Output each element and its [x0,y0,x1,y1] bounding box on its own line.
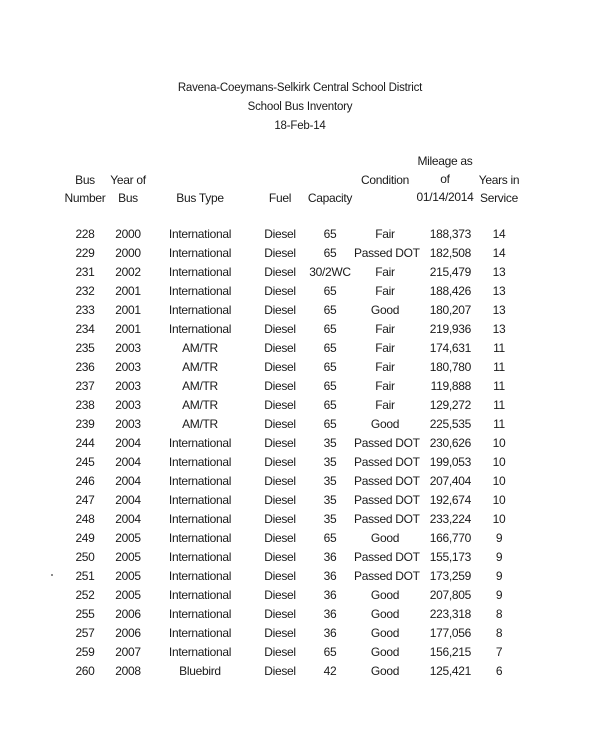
cell-capacity: 36 [323,569,337,583]
cell-condition: Fair [375,341,395,355]
table-row [0,453,600,472]
header-bus-type-label: Bus Type [176,191,224,205]
cell-mileage: 219,936 [429,322,471,336]
cell-bus-type: International [168,607,232,621]
table-row [0,396,600,415]
cell-fuel: Diesel [264,379,296,393]
cell-capacity: 35 [323,512,337,526]
header-capacity-label: Capacity [307,191,353,205]
cell-fuel: Diesel [264,284,296,298]
table-row [0,605,600,624]
cell-bus-number: 231 [75,265,95,279]
cell-condition: Fair [375,360,395,374]
cell-capacity: 65 [323,341,337,355]
cell-mileage: 177,056 [429,626,471,640]
cell-capacity: 35 [323,455,337,469]
cell-capacity: 65 [323,379,337,393]
cell-year: 2004 [115,474,141,488]
cell-bus-type: International [168,455,232,469]
cell-years-in-service: 10 [492,493,506,507]
table-row [0,263,600,282]
header-years-in-service [476,171,522,207]
cell-mileage: 174,631 [429,341,471,355]
cell-bus-type: International [168,626,232,640]
cell-bus-type: International [168,246,232,260]
header-fuel [262,189,298,207]
cell-bus-type: AM/TR [182,398,218,412]
cell-condition: Passed DOT [354,436,420,450]
cell-fuel: Diesel [264,626,296,640]
cell-condition: Good [370,645,400,659]
cell-years-in-service: 11 [493,341,505,355]
cell-bus-number: 247 [75,493,95,507]
header-condition [356,171,414,189]
cell-bus-type: International [168,303,232,317]
cell-fuel: Diesel [264,607,296,621]
header-mileage [415,152,475,206]
cell-bus-number: 252 [75,588,95,602]
cell-bus-number: 248 [75,512,95,526]
cell-bus-type: International [168,322,232,336]
cell-capacity: 36 [323,550,337,564]
cell-bus-type: International [168,436,232,450]
table-row [0,662,600,681]
cell-condition: Passed DOT [354,569,420,583]
cell-bus-type: International [168,550,232,564]
table-row [0,244,600,263]
cell-year: 2001 [115,322,141,336]
stray-mark [51,574,53,576]
cell-year: 2005 [115,531,141,545]
cell-fuel: Diesel [264,569,296,583]
cell-condition: Good [370,588,400,602]
cell-bus-type: AM/TR [182,379,218,393]
header-bus-number [62,171,108,207]
cell-mileage: 223,318 [429,607,471,621]
cell-mileage: 215,479 [429,265,471,279]
cell-years-in-service: 8 [495,607,503,621]
cell-years-in-service: 11 [493,360,505,374]
header-condition-label: Condition [360,173,409,187]
cell-bus-type: International [168,512,232,526]
cell-condition: Fair [375,284,395,298]
cell-year: 2001 [115,303,141,317]
cell-mileage: 119,888 [430,379,471,393]
header-mileage-line1: Mileage as [417,154,473,168]
table-row [0,643,600,662]
cell-fuel: Diesel [264,265,296,279]
cell-years-in-service: 10 [492,436,506,450]
cell-bus-type: International [168,531,232,545]
header-bus-number-line2: Number [64,191,106,205]
cell-condition: Good [370,664,400,678]
cell-bus-number: 249 [75,531,95,545]
cell-fuel: Diesel [264,474,296,488]
cell-mileage: 188,373 [429,227,471,241]
cell-bus-type: Bluebird [179,664,221,678]
table-row [0,548,600,567]
cell-condition: Passed DOT [354,512,420,526]
cell-mileage: 182,508 [429,246,471,260]
cell-mileage: 233,224 [429,512,471,526]
cell-mileage: 180,780 [429,360,471,374]
cell-condition: Passed DOT [354,474,420,488]
cell-bus-number: 238 [75,398,95,412]
cell-fuel: Diesel [264,531,296,545]
cell-mileage: 129,272 [429,398,471,412]
cell-fuel: Diesel [264,493,296,507]
cell-bus-number: 255 [75,607,95,621]
cell-year: 2002 [115,265,141,279]
table-row [0,320,600,339]
table-row [0,377,600,396]
cell-year: 2003 [115,379,141,393]
table-row [0,434,600,453]
cell-year: 2003 [115,360,141,374]
cell-years-in-service: 13 [492,265,506,279]
cell-bus-type: AM/TR [182,417,218,431]
cell-mileage: 166,770 [429,531,471,545]
header-years-line2: Service [480,191,518,205]
cell-bus-number: 244 [75,436,95,450]
cell-year: 2001 [115,284,141,298]
cell-bus-number: 239 [75,417,95,431]
cell-fuel: Diesel [264,322,296,336]
cell-years-in-service: 10 [492,512,506,526]
cell-bus-number: 233 [75,303,95,317]
cell-condition: Passed DOT [354,493,420,507]
cell-capacity: 65 [323,360,337,374]
cell-capacity: 65 [323,303,337,317]
cell-year: 2004 [115,436,141,450]
cell-condition: Fair [375,379,395,393]
cell-year: 2004 [115,455,141,469]
cell-years-in-service: 14 [492,246,506,260]
cell-years-in-service: 9 [495,569,503,583]
cell-condition: Good [370,531,400,545]
cell-mileage: 225,535 [429,417,471,431]
cell-capacity: 35 [323,436,337,450]
cell-bus-type: AM/TR [182,360,218,374]
header-mileage-line2: of [440,172,450,186]
cell-bus-type: International [168,284,232,298]
cell-capacity: 65 [323,246,337,260]
table-row [0,510,600,529]
table-row [0,358,600,377]
table-row [0,586,600,605]
cell-years-in-service: 11 [493,417,505,431]
cell-fuel: Diesel [264,398,296,412]
cell-fuel: Diesel [264,417,296,431]
bus-inventory-table [0,225,600,681]
inventory-subtitle: School Bus Inventory [247,101,353,113]
header-capacity [306,189,354,207]
header-mileage-line3: 01/14/2014 [416,190,474,204]
table-row [0,339,600,358]
cell-condition: Good [370,626,400,640]
cell-year: 2000 [115,227,141,241]
cell-mileage: 199,053 [429,455,471,469]
cell-capacity: 36 [323,588,337,602]
table-row [0,301,600,320]
table-row [0,472,600,491]
cell-condition: Passed DOT [354,550,420,564]
cell-year: 2006 [115,607,141,621]
cell-fuel: Diesel [264,436,296,450]
cell-bus-type: International [168,227,232,241]
cell-bus-type: International [168,569,232,583]
header-year-line1: Year of [110,173,146,187]
cell-condition: Good [370,607,400,621]
cell-years-in-service: 14 [492,227,506,241]
cell-capacity: 65 [323,398,337,412]
cell-capacity: 36 [323,626,337,640]
cell-bus-number: 234 [75,322,95,336]
cell-capacity: 65 [323,417,337,431]
cell-bus-number: 257 [75,626,95,640]
cell-bus-type: International [168,493,232,507]
cell-year: 2003 [115,398,141,412]
cell-year: 2008 [115,664,141,678]
cell-capacity: 35 [323,474,337,488]
cell-mileage: 180,207 [429,303,471,317]
cell-bus-number: 250 [75,550,95,564]
cell-year: 2003 [115,417,141,431]
cell-fuel: Diesel [264,246,296,260]
cell-fuel: Diesel [264,455,296,469]
cell-year: 2003 [115,341,141,355]
cell-years-in-service: 13 [492,322,506,336]
cell-bus-type: AM/TR [182,341,218,355]
table-row [0,225,600,244]
cell-fuel: Diesel [264,341,296,355]
cell-mileage: 155,173 [429,550,471,564]
cell-year: 2000 [115,246,141,260]
cell-bus-type: International [168,265,232,279]
district-title: Ravena-Coeymans-Selkirk Central School District [177,82,423,94]
cell-years-in-service: 9 [495,588,503,602]
cell-condition: Good [370,303,400,317]
cell-fuel: Diesel [264,227,296,241]
cell-bus-number: 236 [75,360,95,374]
cell-bus-number: 237 [75,379,95,393]
header-year-line2: Bus [118,191,138,205]
cell-bus-number: 246 [75,474,95,488]
cell-years-in-service: 13 [492,284,506,298]
cell-year: 2005 [115,550,141,564]
cell-years-in-service: 6 [495,664,503,678]
cell-fuel: Diesel [264,550,296,564]
cell-years-in-service: 11 [493,379,505,393]
cell-fuel: Diesel [264,360,296,374]
header-year-of-bus [106,171,150,207]
cell-bus-number: 235 [75,341,95,355]
cell-years-in-service: 10 [492,455,506,469]
table-row [0,415,600,434]
table-row [0,282,600,301]
cell-bus-type: International [168,645,232,659]
header-bus-number-line1: Bus [75,173,95,187]
cell-mileage: 188,426 [429,284,471,298]
cell-mileage: 192,674 [429,493,471,507]
cell-fuel: Diesel [264,303,296,317]
cell-mileage: 156,215 [429,645,471,659]
cell-capacity: 30/2WC [309,265,351,279]
header-fuel-label: Fuel [268,191,292,205]
cell-condition: Good [370,417,400,431]
table-row [0,567,600,586]
cell-bus-number: 251 [75,569,95,583]
cell-bus-number: 259 [75,645,95,659]
cell-years-in-service: 10 [492,474,506,488]
table-row [0,529,600,548]
cell-mileage: 207,805 [429,588,471,602]
inventory-date: 18-Feb-14 [274,120,326,132]
cell-capacity: 65 [323,531,337,545]
cell-year: 2005 [115,569,141,583]
cell-condition: Passed DOT [354,455,420,469]
cell-years-in-service: 8 [495,626,503,640]
cell-fuel: Diesel [264,664,296,678]
cell-years-in-service: 13 [492,303,506,317]
cell-capacity: 65 [323,284,337,298]
cell-fuel: Diesel [264,645,296,659]
cell-capacity: 42 [323,664,337,678]
cell-mileage: 207,404 [429,474,471,488]
cell-condition: Fair [375,322,395,336]
cell-year: 2004 [115,493,141,507]
cell-year: 2007 [115,645,141,659]
cell-capacity: 65 [323,645,337,659]
cell-bus-number: 245 [75,455,95,469]
cell-mileage: 173,259 [429,569,471,583]
cell-years-in-service: 11 [493,398,505,412]
cell-capacity: 36 [323,607,337,621]
header-bus-type [170,189,230,207]
cell-fuel: Diesel [264,588,296,602]
cell-year: 2005 [115,588,141,602]
cell-capacity: 35 [323,493,337,507]
cell-years-in-service: 7 [495,645,503,659]
cell-capacity: 65 [323,322,337,336]
cell-mileage: 125,421 [429,664,471,678]
cell-condition: Fair [375,227,395,241]
cell-years-in-service: 9 [495,550,503,564]
cell-bus-number: 229 [75,246,95,260]
cell-mileage: 230,626 [429,436,471,450]
table-row [0,624,600,643]
cell-year: 2004 [115,512,141,526]
cell-bus-type: International [168,474,232,488]
cell-bus-type: International [168,588,232,602]
cell-condition: Fair [375,265,395,279]
cell-year: 2006 [115,626,141,640]
table-row [0,491,600,510]
cell-condition: Fair [375,398,395,412]
cell-bus-number: 228 [75,227,95,241]
header-years-line1: Years in [478,173,520,187]
cell-years-in-service: 9 [495,531,503,545]
cell-capacity: 65 [323,227,337,241]
cell-fuel: Diesel [264,512,296,526]
cell-bus-number: 260 [75,664,95,678]
cell-condition: Passed DOT [354,246,420,260]
cell-bus-number: 232 [75,284,95,298]
